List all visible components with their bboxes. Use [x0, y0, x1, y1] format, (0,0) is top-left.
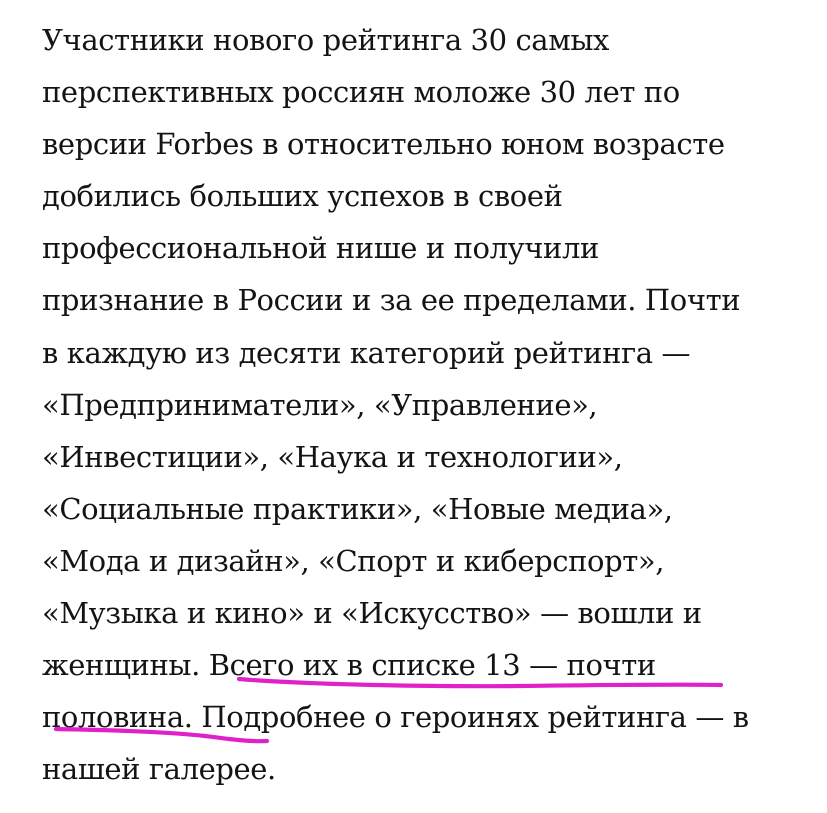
text-line-6: признание в России и за ее пределами. Почти [42, 283, 741, 318]
text-line-3: версии Forbes в относительно юном возрасте [42, 127, 725, 162]
text-line-1: Участники нового рейтинга 30 самых [42, 23, 609, 57]
article-paragraph [42, 14, 822, 795]
text-line-2: перспективных россиян моложе 30 лет по [42, 75, 680, 110]
text-line-4: добились больших успехов в своей [42, 179, 563, 214]
text-line-10: «Социальные практики», «Новые медиа», [42, 491, 673, 526]
text-line-9: «Инвестиции», «Наука и технологии», [42, 439, 623, 474]
text-line-8: «Предприниматели», «Управление», [42, 387, 598, 422]
text-line-5: профессиональной нише и получили [42, 231, 599, 266]
text-line-12: «Музыка и кино» и «Искусство» — вошли и [42, 596, 702, 631]
text-line-15: нашей галерее. [42, 752, 276, 787]
text-line-13: женщины. Всего их в списке 13 — почти [42, 648, 656, 683]
text-line-11: «Мода и дизайн», «Спорт и киберспорт», [42, 543, 665, 578]
text-line-14: половина. Подробнее о героинях рейтинга — в [42, 700, 749, 735]
text-line-7: в каждую из десяти категорий рейтинга — [42, 335, 691, 370]
